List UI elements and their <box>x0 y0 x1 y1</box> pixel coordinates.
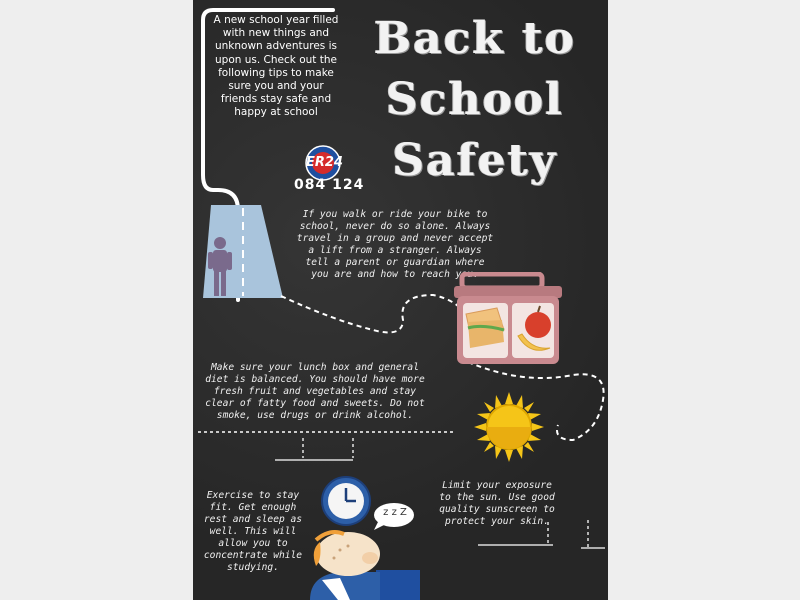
title-line-1: Back to <box>374 13 576 64</box>
tip-walk-safely: If you walk or ride your bike to school, never do so alone. Always travel in a group and never accept a lift from a stranger. Always tell a parent or guardian where you are and how to reach you. <box>296 209 494 280</box>
snore-text: z z Z <box>383 507 407 518</box>
title-line-2: School <box>386 74 564 125</box>
tip-balanced-diet: Make sure your lunch box and general diet is balanced. You should have more fresh fruit and vegetables and stay clear of fatty food and sweets. Do not smoke, use drugs or drink alcohol. <box>205 362 425 421</box>
person-icon <box>205 236 239 298</box>
tip-exercise: Exercise to stay fit. Get enough rest and sleep as well. This will allow you to concentrate while studying. <box>203 490 303 573</box>
title-line-3: Safety <box>392 135 558 186</box>
intro-text: A new school year filled with new things and unknown adventures is upon us. Check out the following tips to make sure you and your friends stay safe and happy at school <box>213 14 339 119</box>
logo-brand: ER24 <box>306 155 343 170</box>
sun-icon <box>472 390 546 464</box>
tip-sun-exposure: Limit your exposure to the sun. Use good quality sunscreen to protect your skin. <box>439 480 555 527</box>
page-title <box>340 8 610 191</box>
lunchbox-icon <box>452 272 564 367</box>
logo-phone: 084 124 <box>294 177 365 193</box>
sleeping-student-icon <box>300 520 420 600</box>
